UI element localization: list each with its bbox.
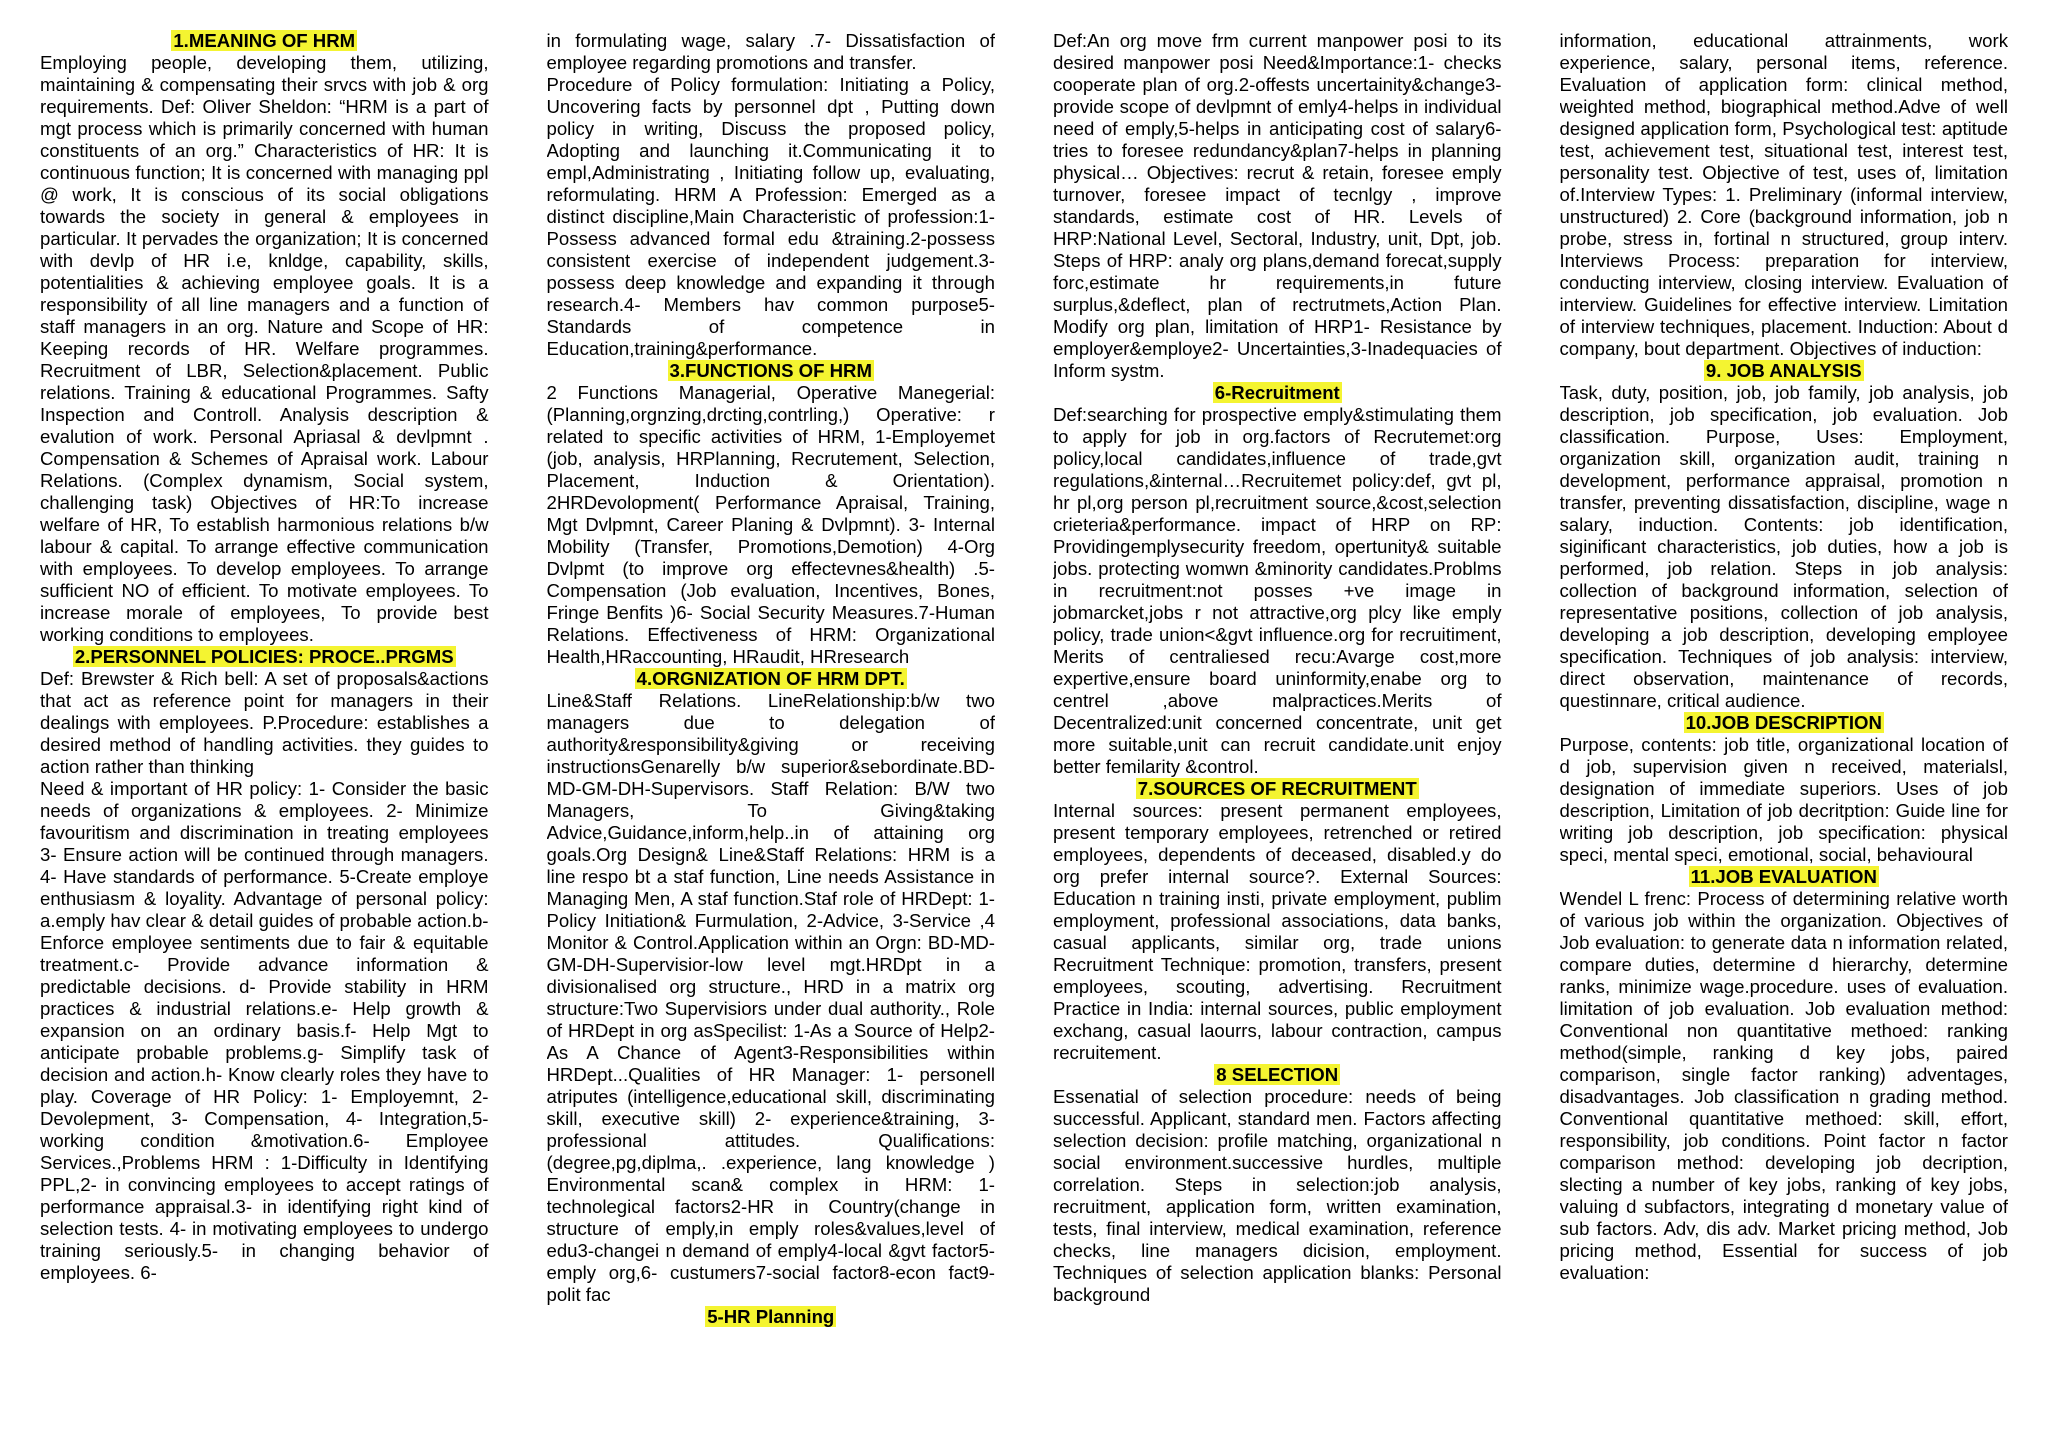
- section-heading: 3.FUNCTIONS OF HRM: [669, 360, 872, 381]
- notes-sheet: [40, 30, 2008, 1430]
- section-heading: 7.SOURCES OF RECRUITMENT: [1137, 778, 1417, 799]
- section-heading: 9. JOB ANALYSIS: [1705, 360, 1862, 381]
- paragraph: Employing people, developing them, utilizing, maintaining & compensating their srvcs with job & org requirements. Def: Oliver Sheldon: “HRM is a part of mgt process which is primarily concerned with human constituents of an org.” Characteristics of HR: It is continuous function; It is concerned with managing ppl @ work, It is conscious of its social obligations towards the society in general & employees in particular. It pervades the organization; It is concerned with devlp of HR i.e, knldge, capability, skills, potentialities & achieving employee goals. It is a responsibility of all line managers and a function of staff managers in an org. Nature and Scope of HR: Keeping records of HR. Welfare programmes. Recruitment of LBR, Selection&placement. Public relations. Training & educational Programmes. Safty Inspection and Controll. Analysis description & evalution of work. Personal Apriasal & devlpmnt . Compensation & Schemes of Apraisal work. Labour Relations. (Complex dynamism, Social system, challenging task) Objectives of HR:To increase welfare of HR, To establish harmonious relations b/w labour & capital. To arrange effective communication with employees. To develop employees. To arrange sufficient NO of efficient. To motivate employees. To increase morale of employees, To provide best working conditions to employees.: [40, 52, 489, 645]
- paragraph: Internal sources: present permanent employees, present temporary employees, retrenched or retired employees, dependents of deceased, disabled.y do org prefer internal source?. External Sources: Education n training insti, private employment, publim employment, professional associations, data banks, casual applicants, similar org, trade unions Recruitment Technique: promotion, transfers, present employees, scouting, advertising. Recruitment Practice in India: internal sources, public employment exchang, casual laourrs, labour contraction, campus recruitement.: [1053, 800, 1502, 1063]
- section-heading: 4.ORGNIZATION OF HRM DPT.: [636, 668, 905, 689]
- section-heading: 6-Recruitment: [1214, 382, 1340, 403]
- paragraph: Purpose, contents: job title, organizational location of d job, supervision given n received, materialsl, designation of immediate superiors. Uses of job description, Limitation of job decritption: Guide line for writing job description, job specification: physical speci, mental speci, emotional, social, behavioural: [1559, 734, 2008, 865]
- section-heading: 8 SELECTION: [1216, 1064, 1339, 1085]
- paragraph: Task, duty, position, job, job family, job analysis, job description, job specification, job evaluation. Job classification. Purpose, Uses: Employment, organization skill, organization audit, training n development, performance appraisal, promotion n transfer, preventing dissatisfaction, discipline, wage n salary, induction. Contents: job identification, siginificant characteristics, job duties, how a job is performed, job relation. Steps in job analysis: collection of background information, selection of representative positions, collection of job analysis, developing a job description, developing employee specification. Techniques of job analysis: interview, direct observation, maintenance of records, questinnare, critical audience.: [1559, 382, 2008, 711]
- paragraph: 2 Functions Managerial, Operative Manegerial: (Planning,orgnzing,drcting,contrling,) Operative: r related to specific activities of HRM, 1-Employemet (job, analysis, HRPlanning, Recrutement, Selection, Placement, Induction & Orientation). 2HRDevolopment( Performance Apraisal, Training, Mgt Dvlpmnt, Career Planing & Dvlpmnt). 3- Internal Mobility (Transfer, Promotions,Demotion) 4-Org Dvlpmt (to improve org effectevnes&health) .5- Compensation (Job evaluation, Incentives, Bones, Fringe Benfits )6- Social Security Measures.7-Human Relations. Effectiveness of HRM: Organizational Health,HRaccounting, HRaudit, HRresearch: [546, 382, 995, 667]
- section-heading: 10.JOB DESCRIPTION: [1685, 712, 1882, 733]
- section-heading: 5-HR Planning: [707, 1306, 835, 1327]
- paragraph: Need & important of HR policy: 1- Consider the basic needs of organizations & employees. 2- Minimize favouritism and discrimination in treating employees 3- Ensure action will be continued through managers. 4- Have standards of performance. 5-Create employe enthusiasm & loyality. Advantage of personal policy: a.emply hav clear & detail guides of probable action.b- Enforce employee sentiments due to fair & equitable treatment.c- Provide advance information & predictable decisions. d- Provide stability in HRM practices & industrial relations.e- Help growth & expansion on an ordinary basis.f- Help Mgt to anticipate probable problems.g- Simplify task of decision and action.h- Know clearly roles they have to play. Coverage of HR Policy: 1- Employemnt, 2- Devolepment, 3- Compensation, 4- Integration,5- working condition &motivation.6- Employee Services.,Problems HRM : 1-Difficulty in Identifying PPL,2- in convincing employees to accept ratings of performance appraisal.3- in identifying right kind of selection tests. 4- in motivating employees to undergo training seriously.5- in changing behavior of employees. 6-: [40, 778, 489, 1283]
- paragraph: Def:An org move frm current manpower posi to its desired manpower posi Need&Importance:1- checks cooperate plan of org.2-offests uncertainity&change3-provide scope of devlpmnt of emly4-helps in individual need of emply,5-helps in anticipating cost of salary6- tries to foresee redundancy&plan7-helps in planning physical… Objectives: recrut & retain, foresee emply turnover, foresee impact of tecnlgy , improve standards, estimate cost of HR. Levels of HRP:National Level, Sectoral, Industry, unit, Dpt, job. Steps of HRP: analy org plans,demand forecat,supply forc,estimate hr requirements,in future surplus,&deflect, plan of rectrutmets,Action Plan. Modify org plan, limitation of HRP1- Resistance by employer&employe2- Uncertainties,3-Inadequacies of Inform systm.: [1053, 30, 1502, 381]
- paragraph: information, educational attrainments, work experience, salary, personal items, reference. Evaluation of application form: clinical method, weighted method, biographical method.Adve of well designed application form, Psychological test: aptitude test, achievement test, situational test, interest test, personality test. Objective of test, uses of, limitation of.Interview Types: 1. Preliminary (informal interview, unstructured) 2. Core (background information, job n probe, stress in, fortinal n structured, group interv. Interviews Process: preparation for interview, conducting interview, closing interview. Evaluation of interview. Guidelines for effective interview. Limitation of interview techniques, placement. Induction: About d company, bout department. Objectives of induction:: [1559, 30, 2008, 359]
- column-2: [547, 30, 996, 1430]
- section-heading: 2.PERSONNEL POLICIES: PROCE..PRGMS: [74, 646, 454, 667]
- column-1: [40, 30, 489, 1430]
- paragraph: in formulating wage, salary .7- Dissatisfaction of employee regarding promotions and transfer.: [546, 30, 995, 73]
- paragraph: Essenatial of selection procedure: needs of being successful. Applicant, standard men. Factors affecting selection decision: profile matching, organizational n social environment.successive hurdles, multiple correlation. Steps in selection:job analysis, recruitment, application form, written examination, tests, final interview, medical examination, reference checks, line managers dicision, employment. Techniques of selection application blanks: Personal background: [1053, 1086, 1502, 1305]
- paragraph: Procedure of Policy formulation: Initiating a Policy, Uncovering facts by personnel dpt , Putting down policy in writing, Discuss the proposed policy, Adopting and launching it.Communicating it to empl,Administrating , Initiating follow up, evaluating, reformulating. HRM A Profession: Emerged as a distinct discipline,Main Characteristic of profession:1-Possess advanced formal edu &training.2-possess consistent exercise of independent judgement.3-possess deep knowledge and expanding it through research.4- Members hav common purpose5-Standards of competence in Education,training&performance.: [546, 74, 995, 359]
- paragraph: Wendel L frenc: Process of determining relative worth of various job within the organization. Objectives of Job evaluation: to generate data n information related, compare duties, determine d hierarchy, determine ranks, minimize wage.procedure. uses of evaluation. limitation of job evaluation. Job evaluation method: Conventional non quantitative methoed: ranking method(simple, ranking d key jobs, paired comparison, single factor ranking) adventages, disadvantages. Job classification n grading method. Conventional quantitative methoed: skill, effort, responsibility, job conditions. Point factor n factor comparison method: developing job decription, slecting a number of key jobs, ranking of key jobs, valuing d subfactors, integrating d monetary value of sub factors. Adv, dis adv. Market pricing method, Job pricing method, Essential for success of job evaluation:: [1559, 888, 2008, 1283]
- column-3: [1053, 30, 1502, 1430]
- paragraph: Line&Staff Relations. LineRelationship:b/w two managers due to delegation of authority&responsibility&giving or receiving instructionsGenarelly b/w superior&sebordinate.BD-MD-GM-DH-Supervisors. Staff Relation: B/W two Managers, To Giving&taking Advice,Guidance,inform,help..in of attaining org goals.Org Design& Line&Staff Relations: HRM is a line respo bt a staf function, Line needs Assistance in Managing Men, A staf function.Staf role of HRDept: 1-Policy Initiation& Furmulation, 2-Advice, 3-Service ,4 Monitor & Control.Application within an Orgn: BD-MD-GM-DH-Supervisior-low level mgt.HRDpt in a divisionalised org structure., HRD in a matrix org structure:Two Supervisiors under dual authority., Role of HRDept in org asSpecilist: 1-As a Source of Help2-As A Chance of Agent3-Responsibilities within HRDept...Qualities of HR Manager: 1- personell atriputes (intelligence,educational skill, discriminating skill, executive skill) 2- experience&training, 3- professional attitudes. Qualifications: (degree,pg,diplma,. .experience, lang knowledge ) Environmental scan& complex in HRM: 1-technolegical factors2-HR in Country(change in structure of emply,in emply roles&values,level of edu3-changei n demand of emply4-local &gvt factor5-emply org,6- custumers7-social factor8-econ fact9-polit fac: [546, 690, 995, 1305]
- paragraph: Def: Brewster & Rich bell: A set of proposals&actions that act as reference point for managers in their dealings with employees. P.Procedure: establishes a desired method of handling activities. they guides to action rather than thinking: [40, 668, 489, 777]
- column-4: [1560, 30, 2009, 1430]
- section-heading: 1.MEANING OF HRM: [173, 30, 356, 51]
- paragraph: Def:searching for prospective emply&stimulating them to apply for job in org.factors of Recrutemet:org policy,local candidates,influence of trade,gvt regulations,&internal…Recruitemet policy:def, gvt pl, hr pl,org person pl,recruitment source,&cost,selection crieteria&performance. impact of HRP on RP: Providingemplysecurity freedom, opertunity& suitable jobs. protecting womwn &minority candidates.Problms in recruitment:not posses +ve image in jobmarcket,jobs r not attractive,org plcy like emply policy, trade union<&gvt influence.org for recruitiment, Merits of centraliesed recu:Avarge cost,more expertive,ensure board uninformity,enabe org to centrel ,above malpractices.Merits of Decentralized:unit concerned concentrate, unit get more suitable,unit can recruit candidate.unit enjoy better femilarity &control.: [1053, 404, 1502, 777]
- section-heading: 11.JOB EVALUATION: [1690, 866, 1877, 887]
